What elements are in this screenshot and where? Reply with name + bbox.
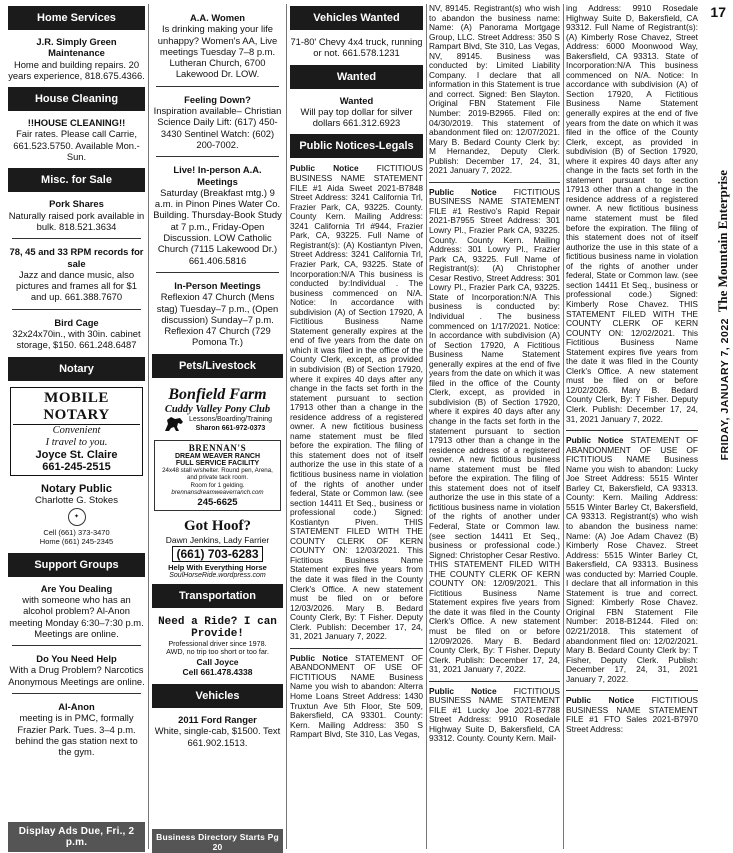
notice-body: STATEMENT OF ABANDONMENT OF USE OF FICTITIOUS NAME Business Name you wish to abandon: Alterra Home Loans Street Address: 1430 Truxtun Ave 5th Floor, Ste 509, Bakersfield, CA 93301. County: Kern. Mailing Address: 350 S Rampart Blvd, Ste 310, Las Vegas, [290, 652, 423, 740]
notices-column-4 [429, 4, 560, 849]
ad-title: BRENNAN'S [188, 442, 247, 453]
classified-ad [290, 95, 423, 129]
ad-body: Fair rates. Please call Carrie, 661.523.5750. Available Mon.-Sun. [13, 128, 140, 163]
notice-body: FICTITIOUS BUSINESS NAME STATEMENT FILE #1 Restivo's Rapid Repair 2021-B7955 Street Address: 301 Lowry Pl., Frazier Park CA, 93225. County. County Kern. Mailing Address: 301 Lowry Pl., Frazier Park CA, 93225. Full Name of Registrant(s): (A) Christopher Cesar Restivo, Street Address: 301 Lowry Pl., Frazier Park CA, 93225. State of Incorporation:N/A This business is conducted by: Individual . The business commenced on 1/17/2021. Notice: In accordance with subdivision (A) of Section 17920, A Fictitious Business Name Statement generally expires at the end of five years from the date on which it was filed in the office of the County Clerk, except, as provided in subdivision (B) of Section 17920, where it expires 40 days after any change in the facts set forth in the statement pursuant to section 17913 other than a change in the residence address of a registered owner. A new fictitious business name statement must be filed before the expiration. The filing of this statement does not of itself authorize the use in this state of a fictitious business name in violation of the rights of another under Federal, State or Common law. (see section 14411 Et Seq., business or professional code.) Signed: Christopher Cesar Restivo. THIS STATEMENT FILED WITH THE COUNTY CLERK OF KERN COUNTY ON: 12/09/2021. This Fictitious Business Name Statement expires five years from the date it was filed in the County Clerk's Office. A new statement must be filed on or before 12/09/2026. Mary B. Bedard County Clerk, By: T Fisher. Deputy Clerk. Publish: December 17, 24, 31, 2021 January 7, 2022. [429, 186, 560, 675]
classified-ad [8, 317, 145, 351]
section-header-transportation: Transportation [152, 584, 283, 608]
ad-title: Do You Need Help [36, 653, 117, 665]
classified-ad [8, 246, 145, 302]
ad-url: brennansdreamweaverranch.com [171, 489, 264, 497]
ad-body: with someone who has an alcohol problem? Al-Anon meeting Monday 6:30–7:30 p.m. Meetings are online. [9, 593, 144, 639]
notices-column-3 [290, 4, 423, 849]
column-divider [563, 4, 564, 849]
ad-body: Is drinking making your life unhappy? Women's AA, Live meetings Tuesday 7–8 p.m. Lutheran Church, 6700 Lakewood Dr. LOW. [157, 23, 278, 80]
ad-body: Naturally raised pork available in bulk. 818.521.3634 [8, 209, 145, 232]
ad-title: Are You Dealing [40, 582, 113, 594]
classified-ad [8, 198, 145, 232]
column-divider [426, 4, 427, 849]
ad-body: Will pay top dollar for silver dollars 661.312.6923 [300, 105, 413, 129]
notice-divider [429, 681, 560, 682]
ad-phone: 661-245-2515 [42, 460, 111, 473]
section-header-notary: Notary [8, 357, 145, 381]
section-header-misc-for-sale: Misc. for Sale [8, 168, 145, 192]
ad-phone: Sharon 661-972-0373 [195, 424, 266, 432]
ad-body: Jazz and dance music, also pictures and frames all for $1 and up. 661.388.7670 [16, 268, 137, 303]
ad-phone: 245-6625 [197, 496, 238, 508]
notary-public-ad [10, 481, 143, 548]
ad-body: With a Drug Problem? Narcotics Anonymous Meetings are online. [8, 664, 145, 687]
ad-title: Got Hoof? [183, 517, 252, 534]
public-notice [290, 164, 423, 641]
issue-date: FRIDAY, JANUARY 7, 2022 [719, 318, 731, 461]
ad-url: SoulHorseRide.wordpress.com [169, 571, 266, 579]
classified-ad [8, 117, 145, 162]
ad-body: Saturday (Breakfast mtg.) 9 a.m. in Pinon Pines Water Co. Building. Thursday-Book Study at 7 p.m., Friday-Open Discussion. LOW Catholic Church (7115 Lakewood Dr.) 661.406.5816 [153, 186, 282, 266]
public-notice-continued: ing Address: 9910 Rosedale Highway Suite D, Bakersfield, CA 93312. Full Name of Registrant(s): (A) Kimberly Rose Chavez, Street Address: 6000 Moonwood Way, Bakersfield, CA 93313. State of Incorporation:N/A This business commenced on N/A. Notice: In accordance with subdivision (A) of Section 17920, A Fictitious Business Name Statement generally expires at the end of five years from the date on which it was filed in the office of the County Clerk, except, as provided in subdivision (B) of Section 17920, where it expires 40 days after any change in the facts set forth in the statement pursuant to section 17913 other than a change in the residence address of a registered owner. A new fictitious business name statement must be filed before the expiration. The filing of this statement does not of itself authorize the use in this state of a fictitious business name in violation of the rights of another under federal, State or Common law. (see section 14411 Et Seq., business or professional code.) Signed: Kimberly Rose Chavez. THIS STATEMENT FILED WITH THE COUNTY CLERK OF KERN COUNTY ON: 12/02/2021. This Fictitious Business Name Statement expires five years from the date it was filed in the County Clerk's Office. A new statement must be filed on or before 12/02/2026. Mary B. Bedard County Clerk, By: T Fisher. Deputy Clerk. Publish: December 17, 24, 31, 2021 January 7, 2022. [566, 4, 698, 424]
ad-body: 32x24x70in., with 30in. cabinet storage, $150. 661.248.6487 [12, 328, 141, 351]
ad-line: Lessons/Boarding/Training [188, 415, 272, 423]
section-header-public-notices: Public Notices-Legals [290, 134, 423, 158]
section-header-support-groups: Support Groups [8, 553, 145, 577]
public-notice [290, 654, 423, 740]
column-divider [148, 4, 149, 849]
ad-line: Convenient [52, 424, 101, 436]
ad-title: Feeling Down? [184, 93, 251, 105]
ad-title: Live! In-person A.A. Meetings [173, 164, 262, 187]
public-notice [429, 687, 560, 744]
ad-title: 2011 Ford Ranger [178, 713, 257, 725]
notice-heading: Public Notice [290, 652, 348, 663]
notice-body: FICTITIOUS BUSINESS NAME STATEMENT FILE #1 Lucky Joe 2021-B7788 Street Address: 9910 Rosedale Highway Suite D, Bakersfield, CA 93312. County. County Kern. Mail- [429, 685, 560, 744]
ad-divider [156, 272, 279, 273]
section-header-house-cleaning: House Cleaning [8, 87, 145, 111]
ad-line: Room for 1 gelding. [190, 481, 245, 489]
ad-line: FULL SERVICE FACILITY [175, 459, 260, 467]
ad-divider [12, 238, 141, 239]
horse-icon [163, 415, 185, 433]
ad-divider [156, 156, 279, 157]
ad-line: 24x48 stall w/shelter. Round pen, Arena, and private tack room. [162, 466, 273, 482]
section-header-wanted: Wanted [290, 65, 423, 89]
notice-body: STATEMENT OF ABANDONMENT OF USE OF FICTITIOUS NAME Business Name you wish to abandon: Lucky Joe Street Address: 5515 Winter Barley Ct, Bakersfield, CA 93313. County: Kern. Mailing Address: 5515 Winter Barley Ct, Bakersfield, CA 93313. Registrant(s) who wish to abandon the business name: Name: (A) Joe Adam Chavez (B) Kimberly Rose Chavez. Street Address: 5515 Winter Barley Ct, Bakersfield, CA 93313. Business was conducted by: Married Couple. I declare that all information in this Statement is true and correct. Signed: Kimberly Rose Chavez. Original FBN Statement File Number: 2018-B1244. Filed on: 02/21/2018. This statement of abandonment filed on: 12/02/2021. Mary B. Bedard County Clerk by: T Fisher, Deputy Clerk. Publish: December 17, 24, 31, 2021 January 7, 2022. [566, 435, 698, 684]
notice-heading: Public Notice [566, 695, 635, 706]
ad-body: Home and building repairs. 20 years experience, 818.675.4366. [8, 58, 145, 81]
display-ads-deadline-banner: Display Ads Due, Fri., 2 p.m. [8, 822, 145, 852]
ad-line: Call Joyce [196, 656, 239, 667]
ad-divider [156, 86, 279, 87]
brennans-ranch-ad [154, 440, 281, 511]
ad-phone: Home (661) 245-2345 [39, 536, 114, 546]
ad-body: Reflexion 47 Church (Mens stag) Tuesday–7 p.m., (Open discussion) Sunday–7 p.m. Reflexion 47 Church (729 Pomona Tr.) [156, 291, 279, 348]
section-header-home-services: Home Services [8, 6, 145, 30]
classified-ad [152, 164, 283, 266]
page-number: 17 [710, 4, 726, 20]
ad-divider [12, 693, 141, 694]
notices-column-5 [566, 4, 698, 849]
section-header-vehicles-wanted: Vehicles Wanted [290, 6, 423, 30]
ad-title: Notary Public [41, 482, 112, 495]
column-divider [286, 4, 287, 849]
ride-ad [154, 614, 281, 679]
ad-line: Help With Everything Horse [168, 562, 267, 572]
section-header-pets-livestock: Pets/Livestock [152, 354, 283, 378]
ad-contact-name: Charlotte G. Stokes [35, 494, 118, 506]
classifieds-column-2 [152, 4, 283, 824]
ad-title: In-Person Meetings [174, 279, 261, 291]
publication-name: The Mountain Enterprise [715, 170, 730, 313]
ad-title: 78, 45 and 33 RPM records for sale [9, 246, 144, 269]
notice-divider [290, 648, 423, 649]
ad-title: Bonfield Farm [168, 385, 267, 403]
classifieds-column-1 [8, 4, 145, 819]
classified-ad [8, 653, 145, 687]
ad-title: Al-Anon [58, 701, 95, 713]
classified-ad [8, 36, 145, 81]
notice-divider [566, 430, 698, 431]
ad-line: I travel to you. [45, 436, 108, 448]
ad-title: Need a Ride? I can Provide! [158, 615, 277, 640]
section-header-vehicles: Vehicles [152, 684, 283, 708]
ad-title: A.A. Women [189, 12, 246, 23]
notary-seal-icon: ✦ [68, 508, 86, 526]
classified-ad [152, 714, 283, 748]
classified-ad [8, 701, 145, 757]
ad-title: Pork Shares [49, 198, 104, 210]
public-notice [566, 696, 698, 734]
got-hoof-ad [154, 516, 281, 581]
notice-body: FICTITIOUS BUSINESS NAME STATEMENT FILE #1 FTO Sales 2021-B7970 Street Address: [566, 695, 698, 734]
business-directory-banner: Business Directory Starts Pg 20 [152, 829, 283, 853]
ad-divider [12, 309, 141, 310]
notice-heading: Public Notice [429, 685, 497, 696]
ad-phone: Cell (661) 373-3470 [43, 527, 110, 537]
ad-subtitle: Cuddy Valley Pony Club [164, 403, 271, 415]
notice-heading: Public Notice [290, 163, 359, 174]
notice-body: FICTITIOUS BUSINESS NAME STATEMENT FILE #1 Aida Sweet 2021-B7848 Street Address: 3241 California Trl, Frazier Park, CA, 93225. County. County Kern. Mailing Address: 3241 California Trl #944, Frazier Park, CA, 93225. Full Name of Registrant(s): (A) Kostiantyn Piven, Street Address: 3241 California Trl, Frazier Park, CA, 93225. State of Incorporation:N/A This business is conducted by:Individual . The business commenced on N/A. Notice: In accordance with subdivision (A) of Section 17920, A Fictitious Business Name Statement generally expires at the end of five years from the date on which it was filed in the office of the County Clerk, except, as provided in subdivision (B) of Section 17920, where it expires 40 days after any change in the facts set forth in the statement pursuant to section 17913 other than a change in the residence address of a registered owner. A new fictitious business name statement must be filed before the expiration. The filing of this statement does not of itself authorize the use in this state of a fictitious business name in violation of the rights of another under federal, State or Common law. (see section 14411 Et Seq., business or professional code.) Signed: Kostiantyn Piven. THIS STATEMENT FILED WITH THE COUNTY CLERK OF KERN COUNTY ON: 12/03/2021. This Fictitious Business Name Statement expires five years from the date it was filed in the County Clerk's Office. A new statement must be filed on or before 12/03/2026. Mary B. Bedard County Clerk, By: T Fisher. Deputy Clerk. Publish: December 17, 24, 31, 2021 January 7, 2022. [290, 163, 423, 642]
ad-title: J.R. Simply Green Maintenance [36, 36, 117, 59]
ad-subtitle: DREAM WEAVER RANCH [174, 452, 261, 460]
ad-body: meeting is in PMC, formally Frazier Park. Tues. 3–4 p.m. behind the gas station next to the gym. [15, 712, 138, 758]
notice-heading: Public Notice [429, 186, 497, 197]
ad-title: !!HOUSE CLEANING!! [27, 117, 126, 129]
ad-title: Bird Cage [54, 316, 99, 328]
classified-ad [152, 94, 283, 150]
ad-body: White, single-cab, $1500. Text 661.902.1513. [154, 725, 281, 748]
ad-line: Professional driver since 1978. [168, 638, 267, 648]
notice-heading: Public Notice [566, 435, 624, 446]
public-notice-continued: NV, 89145. Registrant(s) who wish to abandon the business name: Name: (A) Panorama Mortgage Group, LLC. Street Address: 350 S Rampart Blvd, Ste 310, Las Vegas, NV, 89145. Business was conducted by: Limited Liability Company. I declare that all information in this Statement is true and correct. Signed: Ben Slayton. Original FBN Statement File Number: 2019-B2965. Filed on: 04/30/2019. This statement of abandonment filed on: 12/07/2021. Mary B. Bedard County Clerk by: M Hernandez, Deputy Clerk. Publish: December 17, 24, 31, 2021 January 7, 2022. [429, 4, 560, 176]
notice-divider [429, 182, 560, 183]
ad-title: MOBILE NOTARY [13, 390, 140, 425]
classified-ad [152, 280, 283, 348]
classified-ad [8, 583, 145, 639]
mobile-notary-ad [10, 387, 143, 476]
ad-title: Wanted [339, 94, 374, 106]
ad-body: Inspiration available– Christian Science Daily Lift: (617) 450-3430 Sentinel Watch: (602) 200-7002. [153, 105, 282, 150]
ad-line: Dawn Jenkins, Lady Farrier [165, 534, 270, 545]
ad-phone: (661) 703-6283 [172, 546, 262, 562]
notice-divider [566, 690, 698, 691]
ad-contact-name: Joyce St. Claire [35, 448, 118, 461]
public-notice [566, 436, 698, 684]
ad-line: AWD, no trip too short or too far. [166, 647, 269, 657]
classified-ad: 71-80' Chevy 4x4 truck, running or not. 661.578.1231 [290, 36, 423, 59]
classified-ad [152, 12, 283, 80]
public-notice [429, 188, 560, 675]
ad-phone: Cell 661.478.4338 [182, 666, 253, 677]
bonfield-farm-ad [154, 384, 281, 435]
ad-divider [12, 645, 141, 646]
